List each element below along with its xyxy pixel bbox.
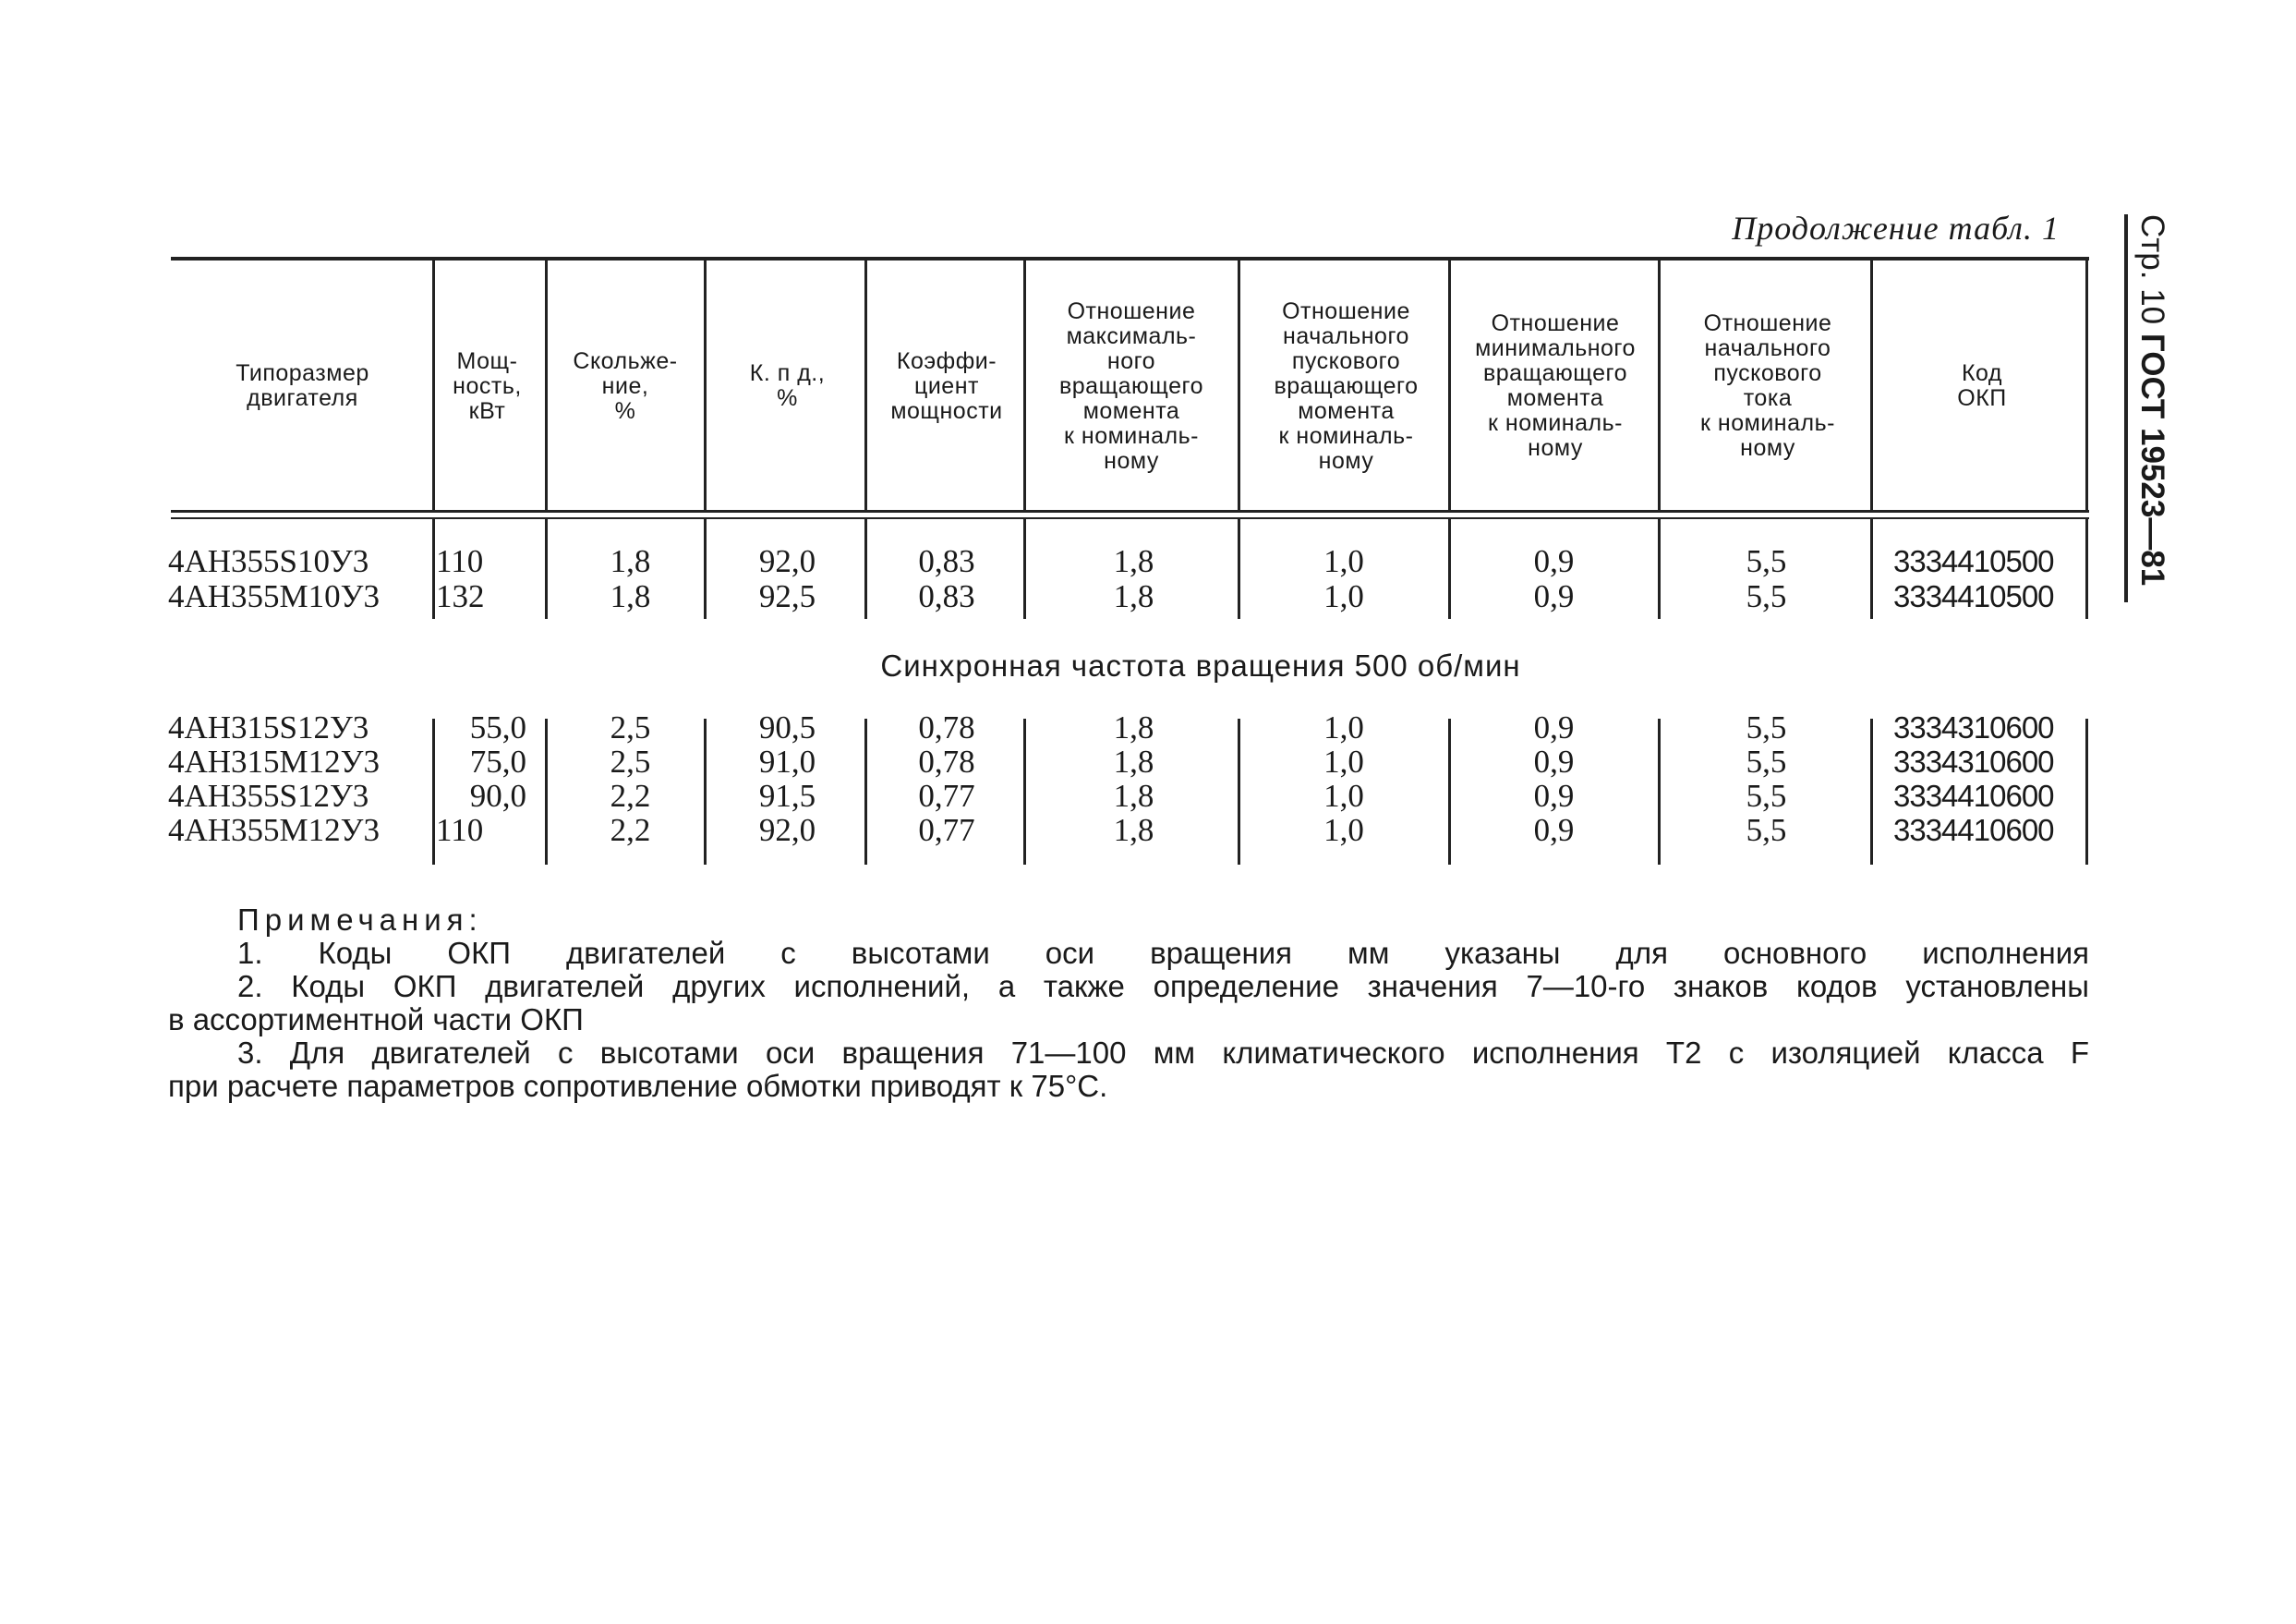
notes-title: Примечания:: [237, 903, 483, 937]
start-current-cell: 5,5: [1746, 812, 1787, 848]
header-cell: Отношение минимального вращающего момента к номиналь- ному: [1475, 310, 1636, 461]
power-cell: 55,0: [469, 709, 526, 745]
okp-code-cell: 3334310600: [1893, 745, 2054, 779]
column-divider: [2085, 719, 2088, 865]
note-2-continuation: в ассортиментной части ОКП: [168, 1002, 584, 1036]
column-divider: [545, 719, 548, 865]
column-divider: [1238, 519, 1240, 619]
type-cell: 4АН355М10У3: [168, 578, 380, 614]
side-header: [2135, 214, 2172, 602]
power-factor-cell: 0,77: [918, 812, 975, 848]
column-divider: [1658, 261, 1661, 510]
type-cell: 4АН355S10У3: [168, 543, 369, 579]
okp-code-cell: 3334410600: [1893, 779, 2054, 813]
okp-code-cell: 3334310600: [1893, 710, 2054, 745]
min-torque-cell: 0,9: [1533, 543, 1575, 579]
header-cell: Отношение начального пускового вращающего момента к номиналь- ному: [1274, 297, 1419, 474]
start-current-cell: 5,5: [1746, 543, 1787, 579]
type-cell: 4АН355М12У3: [168, 812, 380, 848]
power-factor-cell: 0,78: [918, 709, 975, 745]
start-current-cell: 5,5: [1746, 709, 1787, 745]
power-factor-cell: 0,77: [918, 778, 975, 814]
page-number: Стр. 10: [2134, 214, 2170, 325]
column-divider: [1658, 719, 1661, 865]
slip-cell: 2,2: [610, 812, 651, 848]
max-torque-cell: 1,8: [1113, 543, 1154, 579]
column-divider: [1448, 261, 1451, 510]
header-cell: К. п д., %: [749, 360, 826, 411]
max-torque-cell: 1,8: [1113, 778, 1154, 814]
power-cell: 110: [436, 543, 484, 579]
type-cell: 4АН355S12У3: [168, 778, 369, 814]
side-header-rule: [2124, 214, 2128, 602]
power-factor-cell: 0,83: [918, 578, 975, 614]
slip-cell: 2,5: [610, 744, 651, 780]
note-2: 2. Коды ОКП двигателей других исполнений, а также определение значения 7—10-го знаков кодов установлены: [237, 969, 2089, 1003]
column-divider: [545, 261, 548, 510]
power-cell: 110: [436, 812, 484, 848]
start-torque-cell: 1,0: [1323, 578, 1364, 614]
efficiency-cell: 92,5: [758, 578, 816, 614]
column-divider: [704, 261, 707, 510]
start-torque-cell: 1,0: [1323, 778, 1364, 814]
slip-cell: 1,8: [610, 543, 651, 579]
slip-cell: 2,2: [610, 778, 651, 814]
column-divider: [1238, 261, 1240, 510]
power-cell: 90,0: [469, 778, 526, 814]
min-torque-cell: 0,9: [1533, 744, 1575, 780]
start-torque-cell: 1,0: [1323, 709, 1364, 745]
okp-code-cell: 3334410500: [1893, 544, 2054, 578]
type-cell: 4АН315S12У3: [168, 709, 369, 745]
power-cell: 75,0: [469, 744, 526, 780]
section-title: Синхронная частота вращения 500 об/мин: [880, 648, 1521, 683]
min-torque-cell: 0,9: [1533, 812, 1575, 848]
header-cell: Коэффи- циент мощности: [890, 347, 1003, 424]
type-cell: 4АН315М12У3: [168, 744, 380, 780]
note-3-continuation: при расчете параметров сопротивление обмотки приводят к 75°С.: [168, 1069, 1108, 1103]
column-divider: [545, 519, 548, 619]
max-torque-cell: 1,8: [1113, 744, 1154, 780]
note-3: 3. Для двигателей с высотами оси вращения 71—100 мм климатического исполнения Т2 с изоляцией класса F: [237, 1036, 2089, 1070]
notes: [168, 903, 2089, 1103]
max-torque-cell: 1,8: [1113, 812, 1154, 848]
start-current-cell: 5,5: [1746, 778, 1787, 814]
header-cell: Скольже- ние, %: [573, 347, 678, 424]
efficiency-cell: 91,0: [758, 744, 816, 780]
column-divider: [432, 261, 435, 510]
column-divider: [432, 519, 435, 619]
start-torque-cell: 1,0: [1323, 744, 1364, 780]
min-torque-cell: 0,9: [1533, 709, 1575, 745]
min-torque-cell: 0,9: [1533, 578, 1575, 614]
header-bottom-rule-2: [171, 517, 2089, 519]
start-torque-cell: 1,0: [1323, 543, 1364, 579]
column-divider: [1658, 519, 1661, 619]
header-cell: Отношение максималь- ного вращающего момента к номиналь- ному: [1059, 297, 1203, 474]
efficiency-cell: 90,5: [758, 709, 816, 745]
header-cell: Мощ- ность, кВт: [453, 347, 522, 424]
start-torque-cell: 1,0: [1323, 812, 1364, 848]
column-divider: [1870, 719, 1873, 865]
note-1: 1. Коды ОКП двигателей с высотами оси вращения мм указаны для основного исполнения: [237, 936, 2089, 970]
column-divider: [1870, 261, 1873, 510]
header-cell: Отношение начального пускового тока к номиналь- ному: [1700, 310, 1835, 461]
start-current-cell: 5,5: [1746, 578, 1787, 614]
column-divider: [864, 261, 867, 510]
min-torque-cell: 0,9: [1533, 778, 1575, 814]
column-divider: [1023, 261, 1026, 510]
efficiency-cell: 92,0: [758, 543, 816, 579]
column-divider: [1023, 519, 1026, 619]
column-divider: [864, 519, 867, 619]
power-cell: 132: [436, 578, 485, 614]
header-cell: Типоразмер двигателя: [236, 360, 369, 411]
power-factor-cell: 0,78: [918, 744, 975, 780]
standard-number: ГОСТ 19523—81: [2134, 333, 2170, 587]
table-continuation-label: Продолжение табл. 1: [1732, 210, 2060, 247]
column-divider: [2085, 519, 2088, 619]
column-divider: [1870, 519, 1873, 619]
okp-code-cell: 3334410600: [1893, 813, 2054, 847]
column-divider: [864, 719, 867, 865]
column-divider: [2085, 261, 2088, 510]
efficiency-cell: 91,5: [758, 778, 816, 814]
slip-cell: 2,5: [610, 709, 651, 745]
power-factor-cell: 0,83: [918, 543, 975, 579]
okp-code-cell: 3334410500: [1893, 579, 2054, 613]
slip-cell: 1,8: [610, 578, 651, 614]
column-divider: [1023, 719, 1026, 865]
max-torque-cell: 1,8: [1113, 578, 1154, 614]
start-current-cell: 5,5: [1746, 744, 1787, 780]
max-torque-cell: 1,8: [1113, 709, 1154, 745]
column-divider: [1238, 719, 1240, 865]
header-cell: Код ОКП: [1957, 360, 2007, 411]
efficiency-cell: 92,0: [758, 812, 816, 848]
